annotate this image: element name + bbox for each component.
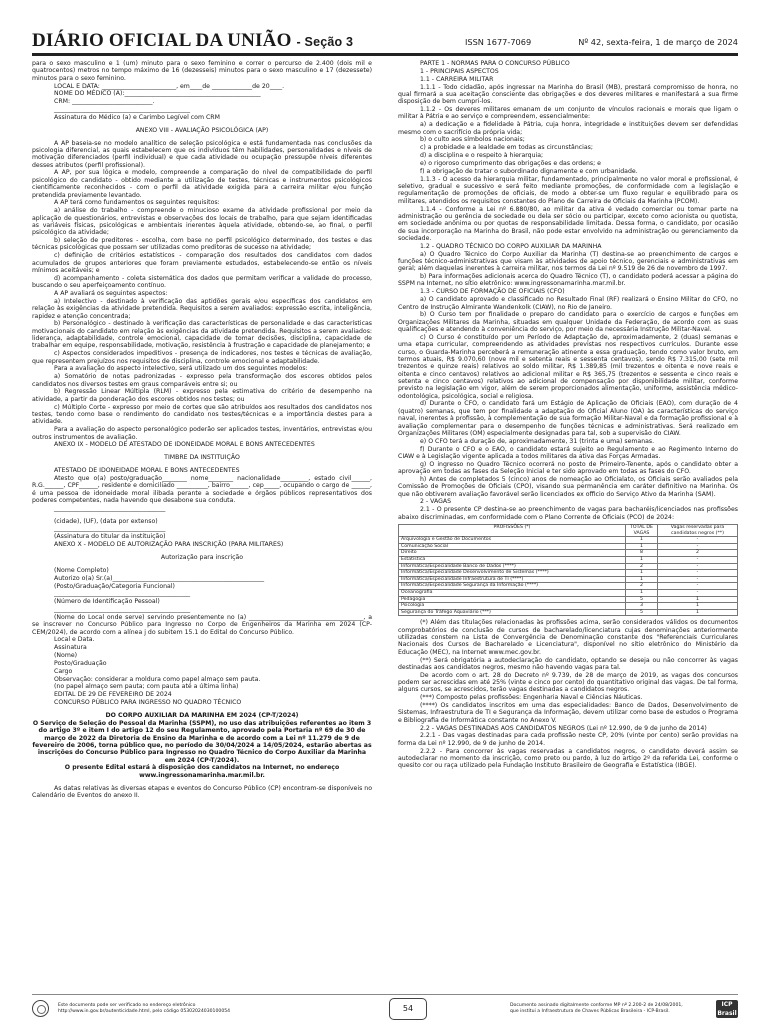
profession-cell: Pedagogia [399, 596, 626, 603]
footer-text: http://www.in.gov.br/autenticidade.html, pelo código 05302024030100054 [58, 1009, 231, 1014]
table-row [399, 576, 738, 583]
header-rule [32, 53, 738, 56]
paragraph: Autorizo o(a) Sr.(a)_________________________________________________ [54, 574, 265, 582]
paragraph: EDITAL DE 29 DE FEVEREIRO DE 2024 [54, 691, 172, 699]
table-row [399, 556, 738, 563]
paragraph: Posto/Graduação [54, 659, 107, 667]
paragraph: (***) Composto pelas profissões: Engenharia Naval e Ciências Náuticas. [420, 694, 643, 702]
section-heading: PARTE 1 - NORMAS PARA O CONCURSO PÚBLICO [420, 60, 570, 67]
total-vacancies-cell: 2 [626, 563, 658, 570]
profession-cell: Estatística [399, 556, 626, 563]
footer-text: Documento assinado digitalmente conforme MP nº 2.200-2 de 24/08/2001, [510, 1003, 683, 1008]
footer-text: que institui a Infraestrutura de Chaves Públicas Brasileira - ICP-Brasil. [510, 1009, 670, 1014]
paragraph: (Posto/Graduação/Categoria Funcional) [54, 582, 175, 590]
table-header-row [399, 524, 738, 536]
signature-line: (Nome do Local onde serve) servindo presentemente no (a) _____________________________________, a se inscrever no Concurso Público para Ingresso no Corpo de Engenheiros da Marinha em 2024 (CP-CEM/2024), de acordo com a alínea j do subitem 15.1 do Edital do Concurso Público. [32, 613, 372, 636]
paragraph: 2.1 - O presente CP destina-se ao preenchimento de vagas para bacharéis/licenciados nas profissões abaixo discriminadas, em conformidade com o Plano Corrente de Oficiais (PCO) de 2024: [398, 506, 738, 521]
paragraph: a) Somatório de notas padronizadas - expresso pela transformação dos escores obtidos pelos candidatos nos diversos testes em graus comparáveis entre si; ou [32, 373, 372, 388]
edict-heading: O Serviço de Seleção do Pessoal da Marinha (SSPM), no uso das atribuições referentes ao item 3 do artigo 3º e item I do artigo 12 do seu Regulamento, aprovado pela Portaria nº 69 de 30 de março de 2022 da Diretoria de Ensino da Marinha e de acordo com a Lei nº 11.279 de 9 de fevereiro de 2006, torna público que, no período de 30/04/2024 a 14/05/2024, estarão abertas as inscrições do Concurso Público para Ingresso no Quadro Técnico do Corpo Auxiliar da Marinha em 2024 (CP-T/2024). [32, 719, 372, 764]
paragraph: ____________________________________ [54, 504, 166, 512]
table-row [399, 543, 738, 550]
paragraph: d) a disciplina e o respeito à hierarquia; [420, 152, 544, 160]
paragraph: para o sexo masculino e 1 (um) minuto para o sexo feminino e correr o percurso de 2.400 (dois mil e quatrocentos) metros no tempo máximo de 16 (dezesseis) minutos para o sexo masculino e 17 (dezessete) minutos para o sexo feminino. [32, 60, 372, 82]
paragraph: A AP, por sua lógica e modelo, compreende a comparação do nível de compatibilidade do perfil psicológico do candidato - obtido mediante a utilização de testes, técnicas e instrumentos psicológicos cientificamente reconhecidos - com o perfil da atividade exigida para a carreira militar e/ou função pretendida previamente levantado. [32, 169, 372, 199]
section-heading: 1.3 - CURSO DE FORMAÇÃO DE OFICIAIS (CFO) [420, 288, 565, 296]
paragraph: Para a avaliação do aspecto personalógico poderão ser aplicados testes, inventários, entrevistas e/ou outros instrumentos de avaliação. [32, 426, 372, 441]
paragraph: Cargo [54, 667, 73, 675]
paragraph: A AP avaliará os seguintes aspectos: [54, 289, 168, 297]
page-header [32, 30, 738, 52]
paragraph: ____________________________________________ [54, 590, 191, 598]
paragraph: Local e Data. [54, 636, 95, 644]
edict-heading: O presente Edital estará à disposição dos candidatos na Internet, no endereço www.ingressonamarinha.mar.mil.br. [64, 764, 340, 779]
profession-cell: Informática/Especialidade Desenvolvimento de Sistemas (****) [399, 570, 626, 577]
paragraph: (****) Os candidatos inscritos em uma das especialidades: Banco de Dados, Desenvolvimento de Sistemas, Infraestrutura de TI e Segurança da Informação, devem utilizar como base de estudos o Programa e Bibliografia de Informática constante no Anexo V. [398, 702, 738, 724]
right-column [398, 60, 738, 770]
left-column [32, 60, 372, 800]
paragraph: ATESTADO DE IDONEIDADE MORAL E BONS ANTECEDENTES [54, 467, 240, 475]
paragraph: A AP terá como fundamentos os seguintes requisitos: [54, 199, 220, 207]
reserved-vacancies-cell: 1 [658, 596, 738, 603]
paragraph: b) Para informações adicionais acerca do Quadro Técnico (T), o candidato poderá acessar a página do SSPM na Internet, no sítio eletrônico: www.ingressonamarinha.mar.mil.br. [398, 273, 738, 288]
total-vacancies-cell: 5 [626, 609, 658, 616]
reserved-vacancies-cell: - [658, 537, 738, 544]
coat-of-arms-icon [32, 1000, 49, 1017]
paragraph: c) a probidade e a lealdade em todas as circunstâncias; [420, 144, 593, 152]
paragraph: f) a obrigação de tratar o subordinado dignamente e com urbanidade. [420, 167, 638, 175]
paragraph: Atesto que o(a) posto/graduação________ nome________ nacionalidade_________, estado civil______, R.G.______, CPF______, residente e domiciliado __________, bairro______, cep_____, ocupando o cargo de ______, é uma pessoa de idoneidade moral ilibada perante a sociedade e órgãos públicos representativos dos poderes competentes, nada havendo que desabone sua conduta. [32, 474, 372, 504]
table-row [399, 609, 738, 616]
footer-rule [32, 994, 738, 995]
paragraph: c) Aspectos considerados impeditivos - presença de indicadores, nos testes e técnicas de avaliação, que representem prejuízos nos requisitos de disciplina, controle emocional e adaptabilidade. [32, 350, 372, 365]
reserved-vacancies-cell: 1 [658, 609, 738, 616]
profession-cell: Informática/Especialidade Segurança da Informação (****) [399, 583, 626, 590]
paragraph: b) Regressão Linear Múltipla (RLM) - expresso pela estimativa do critério de desempenho na atividade, a partir da ponderação dos escores obtidos nos testes; ou [32, 388, 372, 403]
reserved-vacancies-cell: 1 [658, 603, 738, 610]
profession-cell: Direito [399, 550, 626, 557]
paragraph: 1.1.1 - Todo cidadão, após ingressar na Marinha do Brasil (MB), prestará compromisso de honra, no qual firmará a sua aceitação consciente das obrigações e dos deveres militares e manifestará a sua firme disposição de bem cumpri-los. [398, 83, 738, 106]
paragraph: b) O Curso tem por finalidade o preparo do candidato para o exercício de cargos e funções em Organizações Militares da Marinha, situadas em qualquer Unidade da Federação, de acordo com as suas qualificações e atendendo à conveniência do serviço, por meio da necessária Instrução Militar-Naval. [398, 311, 738, 334]
total-vacancies-cell: 1 [626, 589, 658, 596]
reserved-vacancies-cell: - [658, 589, 738, 596]
paragraph: b) Personalógico - destinado à verificação das características de personalidade e das características motivacionais do candidato em relação às exigências da atividade pretendida. Requisitos a serem avaliados: liderança, adaptabilidade, controle emocional, capacidade de tomar decisões, disciplina, capacidade de trabalhar em equipe, responsabilidade, motivação, resistência à frustração e capacidade de planejamento; e [32, 320, 372, 350]
reserved-vacancies-cell: - [658, 556, 738, 563]
profession-cell: Informática/Especialidade Infraestrutura de TI (****) [399, 576, 626, 583]
reserved-vacancies-cell: - [658, 583, 738, 590]
paragraph: e) o rigoroso cumprimento das obrigações e das ordens; e [420, 159, 601, 167]
profession-cell: Segurança do Tráfego Aquaviário (***) [399, 609, 626, 616]
paragraph: 2.2.1 - Das vagas destinadas para cada profissão neste CP, 20% (vinte por cento) serão providas na forma da Lei nº 12.990, de 9 de junho de 2014. [398, 732, 738, 747]
paragraph: 2.2.2 - Para concorrer às vagas reservadas a candidatos negros, o candidato deverá assim se autodeclarar no momento da inscrição, como preto ou pardo, à luz do artigo 2º da referida Lei, conforme o quesito cor ou raça utilizado pela Fundação Instituto Brasileiro de Geografia e Estatística (IBGE). [398, 747, 738, 770]
paragraph: CRM: __________________________. [54, 98, 155, 106]
paragraph: ____________________________________ [54, 525, 166, 533]
table-row [399, 570, 738, 577]
paragraph: c) O Curso é constituído por um Período de Adaptação de, aproximadamente, 2 (duas) semanas e uma etapa curricular, compreendendo as atividades previstas nos respectivos currículos. Durante esse curso, o Guarda-Marinha perceberá a remuneração atinente a essa graduação, tendo como valor bruto, em termos atuais, R$ 9.070,60 (nove mil e setenta reais e sessenta centavos), sendo R$ 7.315,00 (sete mil trezentos e quinze reais) relativos ao soldo militar, R$ 1.389,85 (mil trezentos e oitenta e nove reais e oitenta e cinco centavos) relativos ao adicional militar e R$ 365,75 (trezentos e sessenta e cinco reais e setenta e cinco centavos) relativos ao adicional de compensação por disponibilidade militar, conforme previsto na legislação em vigor, além de serem proporcionados alimentação, uniforme, assistência médico-odontológica, psicológica, social e religiosa. [398, 333, 738, 400]
profession-cell: Comunicação Social [399, 543, 626, 550]
signature-line: (Assinatura do titular da instituição) [54, 533, 166, 541]
paragraph: As datas relativas às diversas etapas e eventos do Concurso Público (CP) encontram-se disponíveis no Calendário de Eventos do anexo II. [32, 784, 372, 799]
paragraph: a) a dedicação e a fidelidade à Pátria, cuja honra, integridade e instituições devem ser defendidas mesmo com o sacrifício da própria vida; [398, 121, 738, 136]
section-heading: 1.2 - QUADRO TÉCNICO DO CORPO AUXILIAR DA MARINHA [420, 242, 602, 250]
annex-heading: ANEXO VIII - AVALIAÇÃO PSICOLÓGICA (AP) [135, 126, 269, 134]
profession-cell: Informática/Especialidade Banco de Dados (****) [399, 563, 626, 570]
title-text: DIÁRIO OFICIAL DA UNIÃO [32, 30, 292, 51]
table-row [399, 589, 738, 596]
paragraph: b) seleção de preditores - escolha, com base no perfil psicológico determinado, dos testes e das técnicas psicológicas que possam ser utilizadas como preditoras de sucesso na atividade; [32, 237, 372, 252]
section-heading: 1.1 - CARREIRA MILITAR [420, 75, 494, 83]
signature-line: ____________________________________________ [54, 106, 191, 114]
section-heading: 1 - PRINCIPAIS ASPECTOS [420, 67, 499, 75]
paragraph: A AP baseia-se no modelo analítico de seleção psicológica e está fundamentada nas conclusões da psicologia diferencial, as quais estabelecem que os indivíduos têm habilidades, personalidades e níveis de motivação diferenciados (perfil individual) e que cada atividade ou ocupação pressupõe níveis diferentes desses atributos (perfil profissional). [32, 139, 372, 169]
issn: ISSN 1677-7069 [465, 37, 532, 47]
paragraph: f) Durante o CFO e o EAO, o candidato estará sujeito ao Regulamento e ao Regimento Interno do CIAW e à Legislação vigente aplicada a todos militares da ativa das Forças Armadas. [398, 445, 738, 460]
paragraph: ANEXO X - MODELO DE AUTORIZAÇÃO PARA INSCRIÇÃO (PARA MILITARES) [54, 541, 284, 549]
paragraph: a) O Quadro Técnico do Corpo Auxiliar da Marinha (T) destina-se ao preenchimento de cargos e funções técnico-administrativas que visam às atividades de apoio técnico, gerenciais e administrativas em geral; além daquelas inerentes à carreira militar, nos termos da Lei nº 9.519 de 26 de novembro de 1997. [398, 250, 738, 273]
paragraph: Observação: considerar a moldura como papel almaço sem pauta. [54, 675, 261, 683]
vacancies-table [398, 524, 738, 616]
paragraph: CONCURSO PÚBLICO PARA INGRESSO NO QUADRO TÉCNICO [54, 699, 242, 707]
paragraph: c) Múltiplo Corte - expresso por meio de cortes que são atribuídos aos resultados dos candidatos nos testes, tendo como base o rendimento do candidato nos testes/técnicas e a importância destes para a atividade. [32, 403, 372, 426]
paragraph: (Nome) [54, 652, 78, 660]
paragraph: a) O candidato aprovado e classificado no Resultado Final (RF) realizará o Ensino Militar do CFO, no Centro de Instrução Almirante Wandenkolk (CIAW), no Rio de Janeiro. [398, 296, 738, 311]
profession-cell: Oceanografia [399, 589, 626, 596]
paragraph: Para a avaliação do aspecto intelectivo, será utilizado um dos seguintes modelos: [54, 365, 308, 373]
paragraph: (*) Além das titulações relacionadas às profissões acima, serão considerados válidos os documentos comprobatórios de conclusão de cursos de bacharelado/licenciatura cujas denominações anteriormente utilizadas constem na Lista de Convergência de Denominação constante dos "Referenciais Curriculares Nacionais dos Cursos de Bacharelado e Licenciatura", disponível no sítio eletrônico do Ministério da Educação (MEC), na Internet www.mec.gov.br. [398, 619, 738, 656]
newspaper-title [32, 30, 353, 52]
total-vacancies-cell: 1 [626, 537, 658, 544]
footer-text: Este documento pode ser verificado no endereço eletrônico [58, 1003, 196, 1008]
paragraph: 1.1.2 - Os deveres militares emanam de um conjunto de vínculos racionais e morais que ligam o militar à Pátria e ao serviço e compreendem, essencialmente: [398, 106, 738, 121]
paragraph: (Nome Completo) [54, 566, 109, 574]
paragraph: a) Intelectivo - destinado à verificação das aptidões gerais e/ou específicas dos candidatos em relação às exigências da atividade pretendida. Requisitos a serem avaliados: expressão escrita, inteligência, rapidez e atenção concentrada; [32, 297, 372, 320]
paragraph: d) acompanhamento - coleta sistemática dos dados que permitam verificar a validade do processo, buscando o seu aperfeiçoamento contínuo. [32, 274, 372, 290]
paragraph: 1.1.3 - O acesso da hierarquia militar, fundamentado, principalmente no valor moral e profissional, é seletivo, gradual e sucessivo e será feito mediante promoções, de conformidade com a legislação e regulamentação de promoções de oficiais, de modo a obter-se um fluxo regular e equilibrado para os militares, atendidos os requisitos constantes do Plano de Carreira de Oficiais da Marinha (PCOM). [398, 175, 738, 205]
issue-number-date: Nº 42, sexta-feira, 1 de março de 2024 [578, 37, 738, 47]
paragraph: (**) Será obrigatória a autodeclaração do candidato, optando se deseja ou não concorrer às vagas destinadas aos candidatos negros, mesmo não havendo vagas para tal. [398, 656, 738, 671]
edict-heading: DO CORPO AUXILIAR DA MARINHA EM 2024 (CP-T/2024) [105, 712, 299, 719]
paragraph: ____________________________________________ [54, 606, 191, 614]
total-vacancies-cell: 1 [626, 570, 658, 577]
signature-note [510, 1003, 715, 1015]
table-row [399, 596, 738, 603]
paragraph: De acordo com o art. 28 do Decreto nº 9.739, de 28 de março de 2019, as vagas dos concursos podem ser acrescidas em até 25% (vinte e cinco por cento) do quantitativo original das vagas. De tal forma, alguns cursos, se acrescidos, terão vagas destinadas a candidatos negros. [398, 671, 738, 694]
section-label: - Seção 3 [296, 35, 354, 49]
paragraph: c) definição de critérios estatísticos - comparação dos resultados dos candidatos com dados acumulados de grupos anteriores que foram previamente estudados, estabelecendo-se então os níveis mínimos aceitáveis; e [32, 252, 372, 274]
paragraph: d) Durante o CFO, o candidato fará um Estágio de Aplicação de Oficiais (EAO), com duração de 4 (quatro) semanas, que tem por finalidade a adaptação do Oficial Aluno (OA) às características do serviço naval, inerentes à profissão, à complementação de sua formação Militar-Naval e da formação profissional e à avaliação complementar para o desempenho de funções técnicas e administrativas. Será realizado em Organizações Militares (OM) especialmente designadas para tal, sob a supervisão do CIAW. [398, 400, 738, 437]
signature-line: (cidade), (UF), (data por extenso) [54, 517, 158, 525]
paragraph: b) o culto aos símbolos nacionais; [420, 136, 525, 144]
paragraph: LOCAL E DATA: ________________________, em____de _____________de 20____. [54, 82, 285, 90]
section-heading: 2.2 - VAGAS DESTINADAS AOS CANDIDATOS NEGROS (Lei nº 12.990, de 9 de junho de 2014) [420, 724, 707, 732]
total-vacancies-cell: 1 [626, 556, 658, 563]
section-heading: 2 - VAGAS [420, 498, 452, 506]
signature-line: (Número de Identificação Pessoal) [54, 598, 160, 606]
icp-brasil-logo: ICP Brasil [717, 1001, 737, 1017]
reserved-vacancies-cell: - [658, 570, 738, 577]
paragraph: a) análise do trabalho - compreende o minucioso exame da atividade profissional por meio da aplicação de questionários, entrevistas e observações dos locais de trabalho, para que sejam identificadas as variáveis físicas, psicológicas e ambientais inerentes àquela atividade, obtendo-se, ao final, o perfil psicológico da atividade; [32, 207, 372, 237]
paragraph: g) O ingresso no Quadro Técnico ocorrerá no posto de Primeiro-Tenente, após o candidato obter a aprovação em todas as fases da Seleção Inicial e ter sido aprovado em todas as fases do CFO. [398, 460, 738, 476]
reserved-vacancies-cell: 2 [658, 550, 738, 557]
total-vacancies-cell: 1 [626, 576, 658, 583]
reserved-vacancies-cell: - [658, 543, 738, 550]
column-header: PROFISSÕES (*) [399, 524, 626, 536]
table-row [399, 537, 738, 544]
reserved-vacancies-cell: - [658, 576, 738, 583]
total-vacancies-cell: 3 [626, 603, 658, 610]
table-row [399, 550, 738, 557]
paragraph: 1.1.4 - Conforme a Lei nº 6.880/80, ao militar da ativa é vedado comerciar ou tomar parte na administração ou gerência de sociedade ou dela ser sócio ou participar, exceto como acionista ou quotista, em sociedade anônima ou por quotas de responsabilidade limitada. Dessa forma, o candidato, por ocasião de sua incorporação na Marinha do Brasil, não pode estar envolvido na administração ou gerenciamento da sociedade. [398, 205, 738, 242]
profession-cell: Arquivologia e Gestão de Documentos [399, 537, 626, 544]
profession-cell: Psicologia [399, 603, 626, 610]
table-row [399, 583, 738, 590]
table-row [399, 603, 738, 610]
paragraph: NOME DO MÉDICO (A):____________________________________________ [54, 90, 261, 98]
reserved-vacancies-cell: - [658, 563, 738, 570]
annex-heading: Autorização para inscrição [160, 553, 244, 561]
column-header: TOTAL DE VAGAS [626, 524, 658, 536]
paragraph: Assinatura do Médico (a) e Carimbo Legível com CRM [54, 113, 220, 121]
verification-note [58, 1003, 358, 1015]
paragraph: h) Antes de completados 5 (cinco) anos de nomeação ao Oficialato, os Oficiais serão avaliados pela Comissão de Promoções de Oficiais (CPO), visando sua permanência em caráter definitivo na Marinha. Os que não obtiverem avaliação favorável serão licenciados ex officio do Serviço Ativo da Marinha (SAM). [398, 475, 738, 498]
page-number: 54 [389, 998, 427, 1020]
page-footer [32, 1000, 738, 1020]
total-vacancies-cell: 5 [626, 596, 658, 603]
table-row [399, 563, 738, 570]
paragraph: (no papel almaço sem pauta; com pauta até a última linha) [54, 683, 239, 691]
paragraph: e) O CFO terá a duração de, aproximadamente, 31 (trinta e uma) semanas. [420, 437, 655, 445]
column-header: Vagas reservadas para candidatos negros (**) [658, 524, 738, 536]
total-vacancies-cell: 8 [626, 550, 658, 557]
annex-heading: TIMBRE DA INSTITUIÇÃO [164, 454, 240, 462]
total-vacancies-cell: 1 [626, 543, 658, 550]
paragraph: Assinatura [54, 644, 87, 652]
total-vacancies-cell: 2 [626, 583, 658, 590]
paragraph: ANEXO IX - MODELO DE ATESTADO DE IDONEIDADE MORAL E BONS ANTECEDENTES [54, 441, 315, 449]
